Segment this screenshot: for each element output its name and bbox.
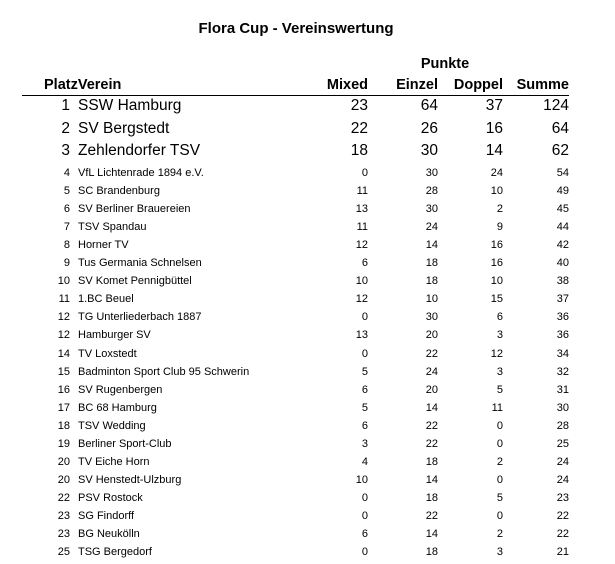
einzel-cell: 18 (425, 546, 438, 559)
rank-cell: 20 (57, 455, 70, 468)
table-row (0, 348, 615, 366)
summe-cell: 124 (543, 97, 569, 114)
rank-cell: 9 (63, 257, 70, 270)
rank-cell: 6 (63, 203, 70, 216)
club-name-cell: SV Berliner Brauereien (78, 203, 191, 216)
points-group-header: Punkte (420, 56, 470, 72)
doppel-cell: 11 (491, 401, 503, 414)
einzel-cell: 26 (420, 119, 438, 137)
mixed-cell: 3 (361, 437, 368, 450)
einzel-cell: 20 (425, 383, 438, 396)
summe-cell: 31 (556, 383, 569, 396)
table-row (0, 329, 615, 347)
summe-cell: 45 (556, 203, 569, 216)
einzel-cell: 22 (425, 509, 438, 522)
doppel-cell: 3 (496, 546, 503, 559)
einzel-cell: 14 (425, 239, 438, 252)
einzel-cell: 22 (425, 437, 438, 450)
einzel-cell: 30 (425, 203, 438, 216)
summe-cell: 32 (556, 365, 569, 378)
mixed-cell: 12 (355, 239, 368, 252)
rank-cell: 8 (63, 239, 70, 252)
doppel-cell: 2 (496, 528, 503, 540)
club-name-cell: TSG Bergedorf (78, 546, 152, 559)
doppel-cell: 16 (490, 239, 503, 252)
doppel-cell: 10 (490, 185, 503, 198)
einzel-cell: 18 (425, 455, 438, 468)
mixed-cell: 10 (355, 473, 368, 486)
rank-cell: 4 (63, 167, 70, 179)
mixed-cell: 6 (361, 383, 368, 396)
table-row (0, 456, 615, 474)
club-name-cell: SC Brandenburg (78, 185, 160, 198)
club-name-cell: TV Loxstedt (78, 347, 137, 360)
table-row (0, 239, 615, 257)
summe-cell: 62 (551, 142, 569, 159)
summe-cell: 25 (556, 437, 569, 450)
rank-cell: 11 (58, 293, 70, 306)
table-row (0, 311, 615, 329)
summe-cell: 22 (556, 509, 569, 522)
einzel-cell: 30 (425, 311, 438, 324)
rank-cell: 22 (57, 491, 70, 504)
table-row (0, 438, 615, 456)
einzel-cell: 14 (425, 473, 438, 486)
rank-cell: 15 (57, 365, 70, 378)
doppel-cell: 0 (496, 509, 503, 522)
mixed-cell: 11 (356, 185, 368, 198)
einzel-cell: 22 (425, 347, 438, 360)
club-name-cell: SG Findorff (78, 509, 135, 522)
club-name-cell: Zehlendorfer TSV (78, 142, 201, 159)
mixed-cell: 5 (361, 365, 368, 378)
table-row (0, 474, 615, 492)
rank-cell: 12 (57, 329, 70, 342)
doppel-cell: 2 (496, 203, 503, 216)
table-row (0, 203, 615, 221)
summe-cell: 23 (556, 491, 569, 504)
rank-cell: 1 (61, 97, 70, 114)
doppel-cell: 5 (496, 383, 503, 396)
doppel-cell: 24 (490, 167, 503, 179)
table-row (0, 402, 615, 420)
summe-cell: 44 (556, 221, 569, 234)
mixed-cell: 5 (361, 401, 368, 414)
einzel-cell: 14 (425, 401, 438, 414)
summe-cell: 37 (556, 293, 569, 306)
summe-cell: 24 (556, 455, 569, 468)
einzel-cell: 64 (420, 97, 438, 114)
summe-cell: 34 (556, 347, 569, 360)
club-name-cell: PSV Rostock (78, 491, 143, 504)
table-row (0, 221, 615, 239)
table-row (0, 97, 615, 119)
einzel-cell: 18 (425, 275, 438, 288)
mixed-cell: 0 (361, 311, 368, 324)
club-name-cell: TG Unterliederbach 1887 (78, 311, 202, 324)
mixed-cell: 10 (355, 275, 368, 288)
table-row (0, 293, 615, 311)
rank-cell: 5 (63, 185, 70, 198)
mixed-cell: 13 (355, 329, 368, 342)
einzel-cell: 18 (425, 257, 438, 270)
rank-cell: 10 (57, 275, 70, 288)
doppel-cell: 14 (485, 142, 503, 159)
header-platz-verein: PlatzVerein (44, 77, 122, 93)
einzel-cell: 24 (425, 365, 438, 378)
rank-cell: 12 (57, 311, 70, 324)
doppel-cell: 5 (496, 491, 503, 504)
table-row (0, 120, 615, 142)
club-name-cell: TV Eiche Horn (78, 455, 150, 468)
table-row (0, 492, 615, 510)
mixed-cell: 6 (361, 257, 368, 270)
doppel-cell: 16 (490, 257, 503, 270)
summe-cell: 40 (556, 257, 569, 270)
mixed-cell: 12 (355, 293, 368, 306)
summe-cell: 49 (556, 185, 569, 198)
club-name-cell: SSW Hamburg (78, 97, 182, 114)
rank-cell: 2 (61, 119, 70, 137)
einzel-cell: 20 (425, 329, 438, 342)
table-row (0, 275, 615, 293)
mixed-cell: 6 (361, 419, 368, 432)
summe-cell: 30 (556, 401, 569, 414)
table-row (0, 528, 615, 546)
rank-cell: 18 (57, 419, 70, 432)
summe-cell: 64 (551, 119, 569, 137)
club-name-cell: SV Henstedt-Ulzburg (78, 473, 182, 486)
club-name-cell: VfL Lichtenrade 1894 e.V. (78, 167, 204, 179)
mixed-cell: 0 (361, 347, 368, 360)
summe-cell: 54 (556, 167, 569, 179)
table-row (0, 142, 615, 164)
summe-cell: 22 (556, 528, 569, 540)
doppel-cell: 2 (496, 455, 503, 468)
rank-cell: 23 (57, 509, 70, 522)
einzel-cell: 10 (425, 293, 438, 306)
club-name-cell: BC 68 Hamburg (78, 401, 157, 414)
table-row (0, 510, 615, 528)
rank-cell: 19 (57, 437, 70, 450)
summe-cell: 42 (556, 239, 569, 252)
header-doppel: Doppel (453, 77, 503, 93)
summe-cell: 38 (556, 275, 569, 288)
header-mixed: Mixed (326, 77, 368, 93)
club-name-cell: Hamburger SV (78, 329, 151, 342)
summe-cell: 36 (556, 329, 569, 342)
table-row (0, 420, 615, 438)
einzel-cell: 14 (425, 528, 438, 540)
rank-cell: 7 (63, 221, 70, 234)
table-row (0, 384, 615, 402)
mixed-cell: 23 (350, 97, 368, 114)
doppel-cell: 12 (490, 347, 503, 360)
club-name-cell: SV Komet Pennigbüttel (78, 275, 192, 288)
doppel-cell: 10 (490, 275, 503, 288)
club-name-cell: SV Bergstedt (78, 119, 170, 137)
rank-cell: 3 (61, 142, 70, 159)
header-einzel: Einzel (396, 77, 438, 93)
club-name-cell: TSV Wedding (78, 419, 146, 432)
mixed-cell: 11 (356, 221, 368, 234)
mixed-cell: 0 (361, 546, 368, 559)
table-row (0, 546, 615, 564)
einzel-cell: 22 (425, 419, 438, 432)
doppel-cell: 15 (490, 293, 503, 306)
einzel-cell: 30 (425, 167, 438, 179)
doppel-cell: 9 (496, 221, 503, 234)
summe-cell: 21 (556, 546, 569, 559)
club-name-cell: Berliner Sport-Club (78, 437, 172, 450)
header-rule (22, 95, 569, 96)
mixed-cell: 22 (350, 119, 368, 137)
einzel-cell: 24 (425, 221, 438, 234)
header-summe: Summe (516, 77, 569, 93)
doppel-cell: 3 (496, 329, 503, 342)
rank-cell: 14 (57, 347, 70, 360)
mixed-cell: 0 (361, 167, 368, 179)
summe-cell: 36 (556, 311, 569, 324)
doppel-cell: 0 (496, 419, 503, 432)
summe-cell: 24 (556, 473, 569, 486)
einzel-cell: 18 (425, 491, 438, 504)
rank-cell: 25 (57, 546, 70, 559)
doppel-cell: 37 (485, 97, 503, 114)
club-name-cell: Badminton Sport Club 95 Schwerin (78, 365, 250, 378)
einzel-cell: 28 (425, 185, 438, 198)
club-name-cell: SV Rugenbergen (78, 383, 163, 396)
rank-cell: 16 (57, 383, 70, 396)
rank-cell: 17 (57, 401, 70, 414)
table-row (0, 167, 615, 185)
doppel-cell: 0 (496, 473, 503, 486)
einzel-cell: 30 (420, 142, 438, 159)
doppel-cell: 6 (496, 311, 503, 324)
doppel-cell: 16 (485, 119, 503, 137)
mixed-cell: 4 (361, 455, 368, 468)
mixed-cell: 18 (350, 142, 368, 159)
table-row (0, 185, 615, 203)
table-row (0, 366, 615, 384)
table-row (0, 257, 615, 275)
club-name-cell: Horner TV (78, 239, 129, 252)
page-title: Flora Cup - Vereinswertung (198, 20, 394, 37)
mixed-cell: 13 (355, 203, 368, 216)
doppel-cell: 3 (496, 365, 503, 378)
rank-cell: 23 (57, 528, 70, 540)
summe-cell: 28 (556, 419, 569, 432)
mixed-cell: 0 (361, 509, 368, 522)
rank-cell: 20 (57, 473, 70, 486)
club-name-cell: Tus Germania Schnelsen (78, 257, 202, 270)
doppel-cell: 0 (496, 437, 503, 450)
club-name-cell: 1.BC Beuel (78, 293, 134, 306)
mixed-cell: 6 (361, 528, 368, 540)
club-name-cell: BG Neukölln (78, 528, 140, 540)
club-name-cell: TSV Spandau (78, 221, 147, 234)
mixed-cell: 0 (361, 491, 368, 504)
